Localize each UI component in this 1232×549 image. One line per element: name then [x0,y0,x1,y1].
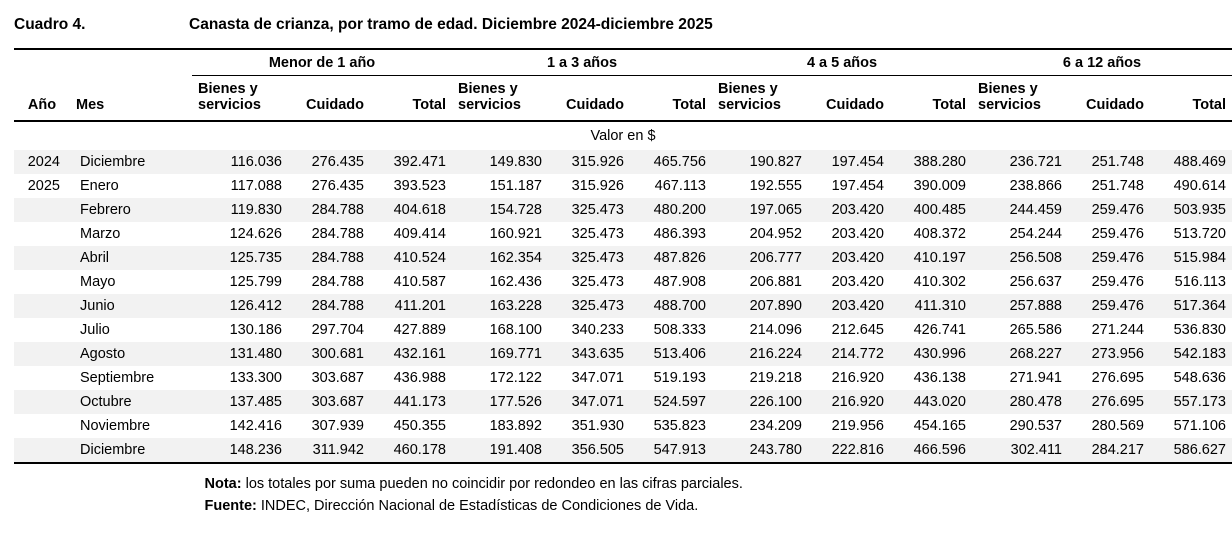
cell-value: 214.772 [808,342,890,366]
cell-value: 325.473 [548,198,630,222]
cell-value: 410.524 [370,246,452,270]
cell-value: 160.921 [489,226,542,243]
cell-year [14,294,70,318]
column-header-bienes-2: Bienes y servicios [452,76,548,122]
cell-value: 411.310 [890,294,972,318]
cell-value: 212.645 [831,322,884,339]
cell-value: 137.485 [192,390,288,414]
cell-value: 548.636 [1173,370,1226,387]
cell-value: 203.420 [831,274,884,291]
column-header-row [14,76,1232,122]
cell-value: 125.735 [192,246,288,270]
cell-value: 256.637 [1009,274,1062,291]
group-header-spacer-year [14,49,70,76]
cell-value: 343.635 [548,342,630,366]
cell-value: 259.476 [1068,198,1150,222]
cell-value: 119.830 [192,198,288,222]
cell-value: 536.830 [1173,322,1226,339]
cell-year [14,318,70,342]
table-row [14,366,1232,390]
cell-value: 542.183 [1150,342,1232,366]
cell-month: Junio [70,294,192,318]
column-header-bienes-4: Bienes y servicios [972,76,1068,122]
cell-value: 508.333 [653,322,706,339]
table-title-text: Canasta de crianza, por tramo de edad. Diciembre 2024-diciembre 2025 [189,16,713,33]
table-row [14,414,1232,438]
cell-value: 271.244 [1091,322,1144,339]
cell-value: 315.926 [548,150,630,174]
cell-value: 125.799 [229,274,282,291]
cell-value: 535.823 [653,418,706,435]
cell-value: 177.526 [452,390,548,414]
cell-value: 259.476 [1068,294,1150,318]
cell-value: 206.881 [749,274,802,291]
cell-value: 427.889 [393,322,446,339]
cell-value: 251.748 [1091,178,1144,195]
cell-value: 409.414 [393,226,446,243]
cell-value: 524.597 [630,390,712,414]
cell-value: 513.720 [1173,226,1226,243]
cell-value: 124.626 [229,226,282,243]
table-row [14,222,1232,246]
column-header-cuidado-3: Cuidado [808,76,890,122]
cell-value: 315.926 [571,178,624,195]
cell-value: 254.244 [1009,226,1062,243]
cell-value: 276.435 [288,150,370,174]
cell-month: Octubre [70,390,192,414]
cell-value: 284.788 [288,246,370,270]
cell-value: 268.227 [972,342,1068,366]
footer-source-text: INDEC, Dirección Nacional de Estadísticas de Condiciones de Vida. [256,498,699,515]
cell-value: 154.728 [452,198,548,222]
cell-value: 204.952 [749,226,802,243]
cell-value: 244.459 [972,198,1068,222]
cell-value: 410.302 [913,274,966,291]
cell-value: 142.416 [229,418,282,435]
cell-value: 284.788 [311,226,364,243]
cell-value: 460.178 [370,438,452,463]
footer-source-label: Fuente: [204,498,257,515]
cell-month: Noviembre [80,418,151,435]
cell-value: 216.920 [808,390,890,414]
cell-value: 488.469 [1150,150,1232,174]
cell-value: 271.941 [1009,370,1062,387]
cell-value: 259.476 [1091,226,1144,243]
cell-value: 116.036 [192,150,288,174]
cell-value: 192.555 [749,178,802,195]
cell-value: 222.816 [808,438,890,463]
cell-value: 393.523 [393,178,446,195]
cell-month: Mayo [80,274,116,291]
cell-value: 203.420 [808,294,890,318]
cell-year [14,414,70,438]
cell-value: 519.193 [653,370,706,387]
unit-row [14,121,1232,150]
cell-value: 284.788 [288,198,370,222]
cell-value: 214.096 [749,322,802,339]
cell-value: 126.412 [192,294,288,318]
cell-value: 276.695 [1068,390,1150,414]
table-number-label: Cuadro 4. [14,16,86,33]
unit-label: Valor en $ [590,128,656,145]
column-header-cuidado-1: Cuidado [288,76,370,122]
cell-month: Diciembre [70,438,192,463]
cell-value: 351.930 [571,418,624,435]
table-row [14,246,1232,270]
cell-month: Marzo [80,226,121,243]
cell-value: 226.100 [712,390,808,414]
cell-value: 203.420 [808,246,890,270]
column-header-year: Año [14,76,70,122]
cell-year [14,222,70,246]
cell-value: 284.788 [311,274,364,291]
cell-value: 203.420 [808,198,890,222]
table-row [14,438,1232,463]
cell-value: 486.393 [653,226,706,243]
column-header-cuidado-2: Cuidado [548,76,630,122]
cell-value: 408.372 [913,226,966,243]
cell-value: 411.201 [370,294,452,318]
cell-year [14,390,70,414]
cell-value: 426.741 [913,322,966,339]
table-row [14,270,1232,294]
cell-value: 236.721 [972,150,1068,174]
cell-value: 162.354 [452,246,548,270]
cell-value: 256.508 [972,246,1068,270]
table-row [14,198,1232,222]
cell-value: 488.700 [630,294,712,318]
cell-year: 2025 [27,178,60,195]
cell-value: 219.218 [749,370,802,387]
cell-value: 276.435 [311,178,364,195]
column-header-cuidado-4: Cuidado [1068,76,1150,122]
cell-value: 117.088 [230,178,282,195]
cell-value: 450.355 [393,418,446,435]
cell-value: 432.161 [370,342,452,366]
table-row [14,150,1232,174]
group-header-1-3: 1 a 3 años [452,49,712,76]
cell-value: 454.165 [913,418,966,435]
cell-value: 172.122 [489,370,542,387]
cell-value: 571.106 [1173,418,1226,435]
cell-value: 410.197 [890,246,972,270]
cell-value: 190.827 [712,150,808,174]
cell-value: 219.956 [831,418,884,435]
cell-value: 234.209 [749,418,802,435]
cell-value: 302.411 [972,438,1068,463]
table-row [14,318,1232,342]
group-header-6-12: 6 a 12 años [972,49,1232,76]
cell-value: 259.476 [1091,274,1144,291]
table-row [14,342,1232,366]
table-footer [20,464,1120,518]
cell-value: 133.300 [229,370,282,387]
cell-value: 257.888 [972,294,1068,318]
cell-value: 197.454 [808,150,890,174]
cell-value: 191.408 [452,438,548,463]
cell-value: 443.020 [890,390,972,414]
table-head [14,49,1232,121]
table-title [14,16,1125,34]
cell-value: 148.236 [192,438,288,463]
group-header-row [14,49,1232,76]
cell-month: Agosto [70,342,192,366]
cell-value: 480.200 [630,198,712,222]
cell-value: 307.939 [311,418,364,435]
cell-year [14,270,70,294]
cell-value: 487.908 [653,274,706,291]
cell-value: 303.687 [288,390,370,414]
cell-value: 356.505 [548,438,630,463]
column-header-total-2: Total [630,76,712,122]
cell-value: 392.471 [370,150,452,174]
cell-value: 517.364 [1150,294,1232,318]
cell-value: 325.473 [571,226,624,243]
cell-month: Diciembre [70,150,192,174]
cell-value: 325.473 [571,274,624,291]
cell-value: 216.224 [712,342,808,366]
group-header-4-5: 4 a 5 años [712,49,972,76]
column-header-total-4: Total [1150,76,1232,122]
cell-month: Julio [80,322,110,339]
cell-value: 273.956 [1068,342,1150,366]
cell-value: 400.485 [890,198,972,222]
cell-value: 297.704 [311,322,364,339]
footer-note [205,474,1120,496]
cell-value: 280.478 [972,390,1068,414]
table-row [14,390,1232,414]
cell-value: 340.233 [571,322,624,339]
cell-value: 516.113 [1174,274,1226,291]
cell-value: 513.406 [630,342,712,366]
table-body [14,121,1232,463]
cell-value: 347.071 [548,390,630,414]
cell-value: 465.756 [630,150,712,174]
cell-year: 2024 [14,150,70,174]
cell-value: 238.866 [1009,178,1062,195]
cell-year [14,366,70,390]
cell-value: 515.984 [1150,246,1232,270]
cell-value: 388.280 [890,150,972,174]
cell-value: 503.935 [1150,198,1232,222]
cell-month: Septiembre [80,370,155,387]
cell-value: 149.830 [452,150,548,174]
cell-value: 203.420 [831,226,884,243]
cell-value: 441.173 [370,390,452,414]
cell-value: 311.942 [288,438,370,463]
cell-month: Abril [70,246,192,270]
cell-value: 168.100 [489,322,542,339]
cell-value: 251.748 [1068,150,1150,174]
cell-value: 404.618 [370,198,452,222]
cell-value: 390.009 [913,178,966,195]
cell-value: 290.537 [1009,418,1062,435]
cell-value: 276.695 [1091,370,1144,387]
cell-value: 131.480 [192,342,288,366]
cell-value: 169.771 [452,342,548,366]
footer-source [205,496,1120,518]
cell-value: 151.187 [489,178,542,195]
table-row [14,294,1232,318]
cell-value: 163.228 [452,294,548,318]
cell-value: 436.138 [913,370,966,387]
cell-value: 466.596 [890,438,972,463]
cell-value: 216.920 [831,370,884,387]
cell-value: 243.780 [712,438,808,463]
cell-month: Enero [80,178,119,195]
cell-value: 467.113 [654,178,706,195]
footer-note-text: los totales por suma pueden no coincidir por redondeo en las cifras parciales. [241,476,743,493]
cell-month: Febrero [70,198,192,222]
cell-value: 325.473 [548,294,630,318]
cell-value: 207.890 [712,294,808,318]
cell-value: 197.065 [712,198,808,222]
cell-value: 490.614 [1173,178,1226,195]
cell-year [14,246,70,270]
table-row [14,174,1232,198]
column-header-bienes-3: Bienes y servicios [712,76,808,122]
cell-year [14,438,70,463]
cell-value: 284.217 [1068,438,1150,463]
footer-note-label: Nota: [204,476,242,493]
cell-value: 487.826 [630,246,712,270]
cell-value: 280.569 [1091,418,1144,435]
cell-value: 259.476 [1068,246,1150,270]
cell-value: 303.687 [311,370,364,387]
column-header-bienes-1: Bienes y servicios [192,76,288,122]
cell-value: 347.071 [571,370,624,387]
cell-value: 284.788 [288,294,370,318]
cell-year [14,198,70,222]
cell-value: 265.586 [1009,322,1062,339]
column-header-month: Mes [70,76,192,122]
data-table [14,48,1232,464]
cell-value: 557.173 [1150,390,1232,414]
cell-value: 162.436 [489,274,542,291]
group-header-menor-1: Menor de 1 año [192,49,452,76]
cell-value: 547.913 [630,438,712,463]
group-header-spacer-month [70,49,192,76]
cell-value: 430.996 [890,342,972,366]
cell-value: 586.627 [1150,438,1232,463]
cell-year [14,342,70,366]
cell-value: 436.988 [393,370,446,387]
cell-value: 300.681 [288,342,370,366]
cell-value: 130.186 [229,322,282,339]
column-header-total-3: Total [890,76,972,122]
cell-value: 197.454 [831,178,884,195]
cell-value: 325.473 [548,246,630,270]
cell-value: 206.777 [712,246,808,270]
cell-value: 410.587 [393,274,446,291]
column-header-total-1: Total [370,76,452,122]
cell-value: 183.892 [489,418,542,435]
